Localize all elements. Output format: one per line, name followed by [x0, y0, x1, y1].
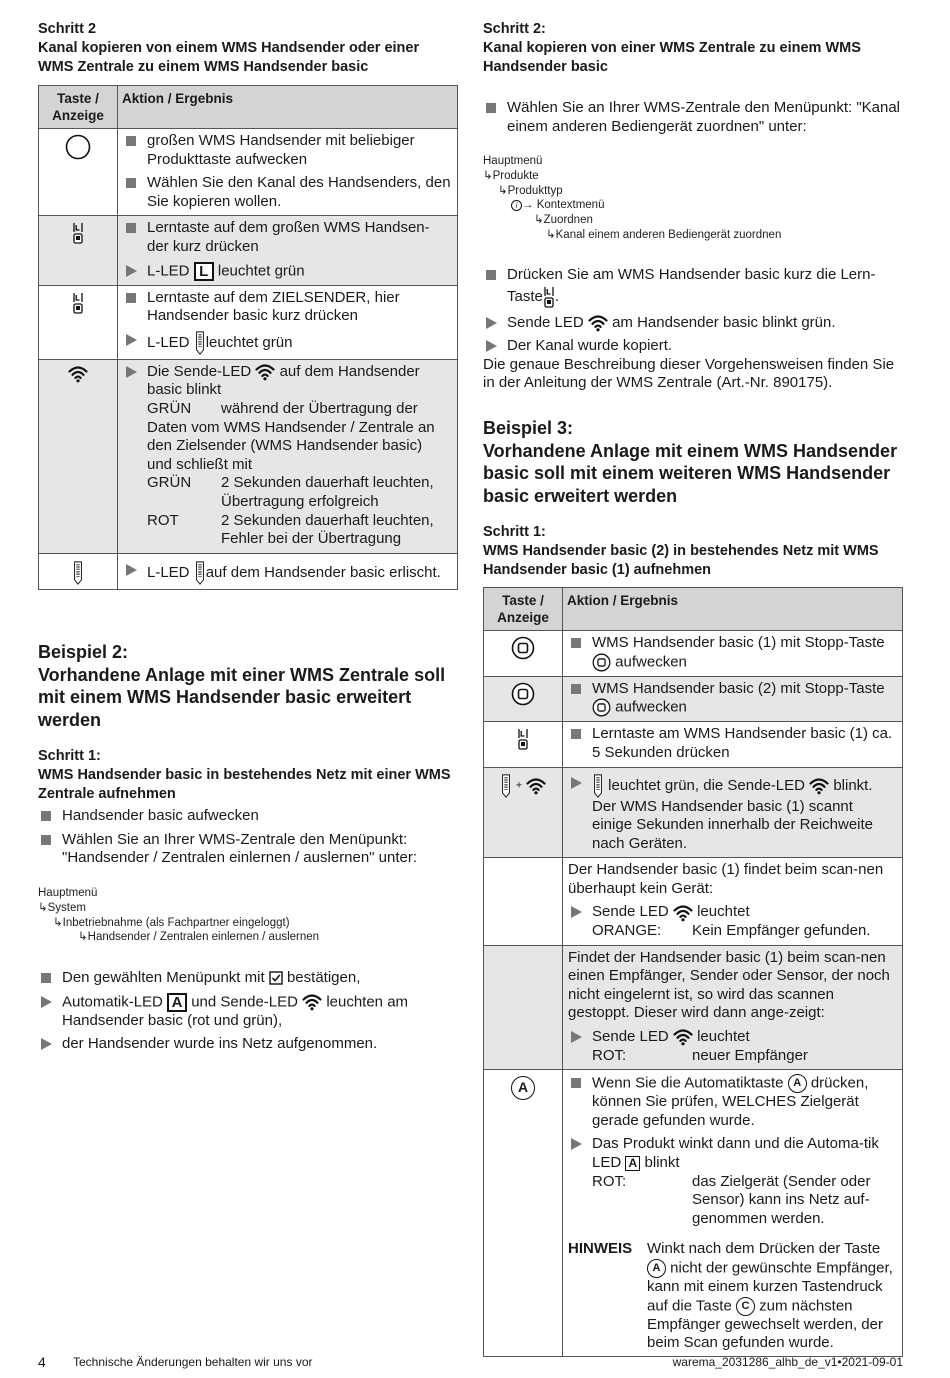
submenu-arrow-icon: ↳	[53, 916, 63, 929]
submenu-arrow-icon: ↳	[498, 184, 508, 197]
result-item: Sende LED am Handsender basic blinkt grün.	[483, 314, 903, 333]
menu-path-item: Inbetriebnahme (als Fachpartner eingeloggt)	[62, 916, 290, 929]
automatic-led-icon: A	[167, 993, 187, 1012]
l-led-strip-icon	[194, 561, 206, 585]
hint-text: Winkt nach dem Drücken der Taste A nicht der gewünschte Empfänger, kann mit einem kurzen Tastendruck auf die Taste C zum nächsten Empfänger gewechselt werden, der beim Scan gefunden wurde.	[647, 1240, 893, 1352]
result-item: Sende LED leuchtet ROT: neuer Empfänger	[568, 1028, 896, 1065]
left-steps-list	[38, 807, 458, 868]
step-item: Wählen Sie den Kanal des Handsenders, den Sie kopieren wollen.	[123, 174, 451, 211]
submenu-arrow-icon: ↳	[546, 228, 556, 241]
example3-title: Vorhandene Anlage mit einem WMS Handsender basic soll mit einem weiteren WMS Handsender basic erweitert werden	[483, 440, 898, 506]
confirm-check-icon	[269, 971, 283, 985]
l-led-strip-icon	[194, 331, 206, 355]
step-item: großen WMS Handsender mit beliebiger Produkttaste aufwecken	[123, 132, 451, 169]
menu-path-item: Produkte	[492, 169, 539, 182]
table-row	[484, 631, 903, 677]
hint-label: HINWEIS	[568, 1240, 633, 1258]
table-row	[39, 129, 458, 216]
send-led-icon	[526, 777, 546, 795]
learn-key-icon	[72, 291, 84, 315]
left-step2-heading	[38, 20, 458, 77]
table-header-key: Taste / Anzeige	[484, 588, 563, 631]
arrow-right-icon: →	[522, 199, 534, 212]
table-header-key: Taste / Anzeige	[39, 86, 118, 129]
right-step2-label: Schritt 2:	[483, 21, 546, 37]
step-item: Handsender basic aufwecken	[38, 807, 458, 826]
reference-paragraph: Die genaue Beschreibung dieser Vorgehensweisen finden Sie in der Anleitung der WMS Zentrale (Art.-Nr. 890175).	[483, 355, 895, 392]
right-step1-title: WMS Handsender basic (2) in bestehendes Netz mit WMS Handsender basic (1) aufnehmen	[483, 543, 879, 578]
left-step1-label: Schritt 1:	[38, 748, 101, 764]
step-item: Wählen Sie an Ihrer WMS-Zentrale den Menüpunkt: "Kanal einem anderen Bediengerät zuordnen" unter:	[483, 99, 903, 136]
step-item: Lerntaste auf dem ZIELSENDER, hier Handsender basic kurz drücken	[123, 289, 451, 326]
menu-path-item: Zuordnen	[543, 214, 593, 227]
result-item: L-LED L leuchtet grün	[123, 262, 451, 281]
add-handsender-table	[483, 587, 903, 1357]
table-row	[484, 1070, 903, 1357]
hint-box	[568, 1240, 896, 1353]
left-step2-label: Schritt 2	[38, 21, 97, 37]
menu-path-item: Kanal einem anderen Bediengerät zuordnen	[555, 228, 782, 241]
menu-path-item: System	[47, 901, 86, 914]
result-item: L-LED auf dem Handsender basic erlischt.	[123, 561, 451, 585]
stop-key-icon	[592, 698, 611, 717]
step-item: Lerntaste am WMS Handsender basic (1) ca. 5 Sekunden drücken	[568, 725, 896, 762]
send-led-icon	[673, 904, 693, 922]
send-led-icon	[68, 365, 88, 383]
result-item: Automatik-LED A und Sende-LED leuchten am Handsender basic (rot und grün),	[38, 993, 458, 1031]
result-item: der Handsender wurde ins Netz aufgenommen.	[38, 1035, 458, 1054]
result-item: L-LED leuchtet grün	[123, 331, 451, 355]
copy-channel-table	[38, 85, 458, 590]
stop-key-icon	[511, 636, 535, 660]
submenu-arrow-icon: ↳	[534, 214, 544, 227]
example2-title: Vorhandene Anlage mit einer WMS Zentrale soll mit einem WMS Handsender basic erweitert werden	[38, 664, 446, 730]
step-item: Wählen Sie an Ihrer WMS-Zentrale den Menüpunkt: "Handsender / Zentralen einlernen / auslernen" unter:	[38, 831, 458, 868]
send-led-icon	[588, 314, 608, 332]
table-row	[484, 676, 903, 722]
example3-heading	[483, 417, 903, 507]
scan-result-text: Der Handsender basic (1) findet beim scan-nen überhaupt kein Gerät:	[568, 861, 884, 897]
scan-result-text: Findet der Handsender basic (1) beim scan-nen einen Empfänger, Sender oder Sensor, der noch nicht eingelernt ist, so wird das scannen gestoppt. Dieser wird dann ange-zeigt:	[568, 948, 890, 1022]
automatic-key-icon: A	[511, 1076, 535, 1100]
learn-key-icon	[517, 727, 529, 751]
menu-path-item: Kontextmenü	[536, 199, 605, 212]
right-step2-title: Kanal kopieren von einer WMS Zentrale zu einem WMS Handsender basic	[483, 40, 861, 75]
right-step1-heading	[483, 523, 903, 580]
left-step1-heading	[38, 747, 458, 804]
page-number: 4	[38, 1354, 46, 1370]
send-led-icon	[809, 777, 829, 795]
menu-path-products	[483, 154, 781, 243]
automatic-led-icon: A	[625, 1156, 640, 1171]
right-step2-heading	[483, 20, 903, 77]
example2-heading	[38, 641, 458, 731]
menu-path-item: Produkttyp	[507, 184, 563, 197]
l-led-strip-icon	[500, 774, 512, 798]
footer-note: Technische Änderungen behalten wir uns vor	[73, 1355, 313, 1369]
example3-label: Beispiel 3:	[483, 418, 574, 438]
menu-path-item: Hauptmenü	[38, 887, 98, 899]
table-row	[484, 722, 903, 767]
result-item: Das Produkt winkt dann und die Automa-tik LED A blinkt ROT: das Zielgerät (Sender oder Sensor) kann ins Netz auf-genommen werden.	[568, 1135, 896, 1228]
automatic-key-icon: A	[647, 1259, 666, 1278]
send-led-icon	[673, 1028, 693, 1046]
menu-path-item: Hauptmenü	[483, 155, 543, 167]
result-item: Die Sende-LED auf dem Handsender basic blinkt GRÜN während der Übertragung der Daten vom WMS Handsender / Zentrale an den Zielsender (WMS Handsender basic) und schließt mit GRÜN 2 Sekunden dauerhaft leuchten, Übertragung erfolgreich ROT 2 Sekunden dauerhaft leuchten, Fehler bei der Übertragung	[123, 363, 451, 549]
send-led-icon	[255, 363, 275, 381]
document-id: warema_2031286_alhb_de_v1•2021-09-01	[672, 1355, 903, 1369]
product-button-icon	[65, 134, 91, 160]
left-step1-title: WMS Handsender basic in bestehendes Netz mit einer WMS Zentrale aufnehmen	[38, 767, 451, 802]
step-item: Den gewählten Menüpunkt mit bestätigen,	[38, 969, 458, 988]
stop-key-icon	[511, 682, 535, 706]
info-key-icon: i	[511, 200, 522, 211]
step-item: Wenn Sie die Automatiktaste A drücken, können Sie prüfen, WELCHES Zielgerät gerade gefunden wurde.	[568, 1074, 896, 1130]
table-row	[484, 945, 903, 1070]
submenu-arrow-icon: ↳	[483, 169, 493, 182]
plus-sign: +	[515, 779, 523, 792]
result-item: Sende LED leuchtet ORANGE: Kein Empfänger gefunden.	[568, 903, 896, 940]
stop-key-icon	[592, 653, 611, 672]
automatic-key-icon: A	[788, 1074, 807, 1093]
table-row	[39, 359, 458, 553]
table-header-action: Aktion / Ergebnis	[118, 86, 458, 129]
l-led-icon: L	[194, 262, 214, 281]
l-led-strip-icon	[72, 561, 84, 585]
menu-path-item: Handsender / Zentralen einlernen / auslernen	[87, 931, 320, 944]
table-row	[484, 767, 903, 858]
example2-label: Beispiel 2:	[38, 642, 129, 662]
step-item: Lerntaste auf dem großen WMS Handsen-der kurz drücken	[123, 219, 451, 256]
table-row	[39, 553, 458, 589]
step-item: Drücken Sie am WMS Handsender basic kurz die Lern-Taste .	[483, 266, 903, 309]
table-row	[39, 216, 458, 285]
c-key-icon: C	[736, 1297, 755, 1316]
menu-path-system	[38, 886, 319, 945]
step-item: WMS Handsender basic (1) mit Stopp-Taste aufwecken	[568, 634, 896, 672]
table-header-action: Aktion / Ergebnis	[563, 588, 903, 631]
right-step1-label: Schritt 1:	[483, 524, 546, 540]
table-row	[484, 858, 903, 945]
submenu-arrow-icon: ↳	[78, 931, 88, 944]
send-led-icon	[302, 993, 322, 1011]
learn-key-icon	[543, 285, 555, 309]
submenu-arrow-icon: ↳	[38, 901, 48, 914]
step-item: WMS Handsender basic (2) mit Stopp-Taste aufwecken	[568, 680, 896, 718]
table-row	[39, 285, 458, 359]
l-led-strip-icon	[592, 774, 604, 798]
left-step2-title: Kanal kopieren von einem WMS Handsender oder einer WMS Zentrale zu einem WMS Handsender basic	[38, 40, 420, 75]
right-result-list	[483, 266, 903, 393]
learn-key-icon	[72, 221, 84, 245]
result-item: leuchtet grün, die Sende-LED blinkt. Der WMS Handsender basic (1) scannt einige Sekunden innerhalb der Reichweite nach Geräten.	[568, 774, 896, 854]
result-item: Der Kanal wurde kopiert.	[483, 337, 903, 356]
left-result-list	[38, 969, 458, 1054]
right-steps-list	[483, 99, 903, 136]
